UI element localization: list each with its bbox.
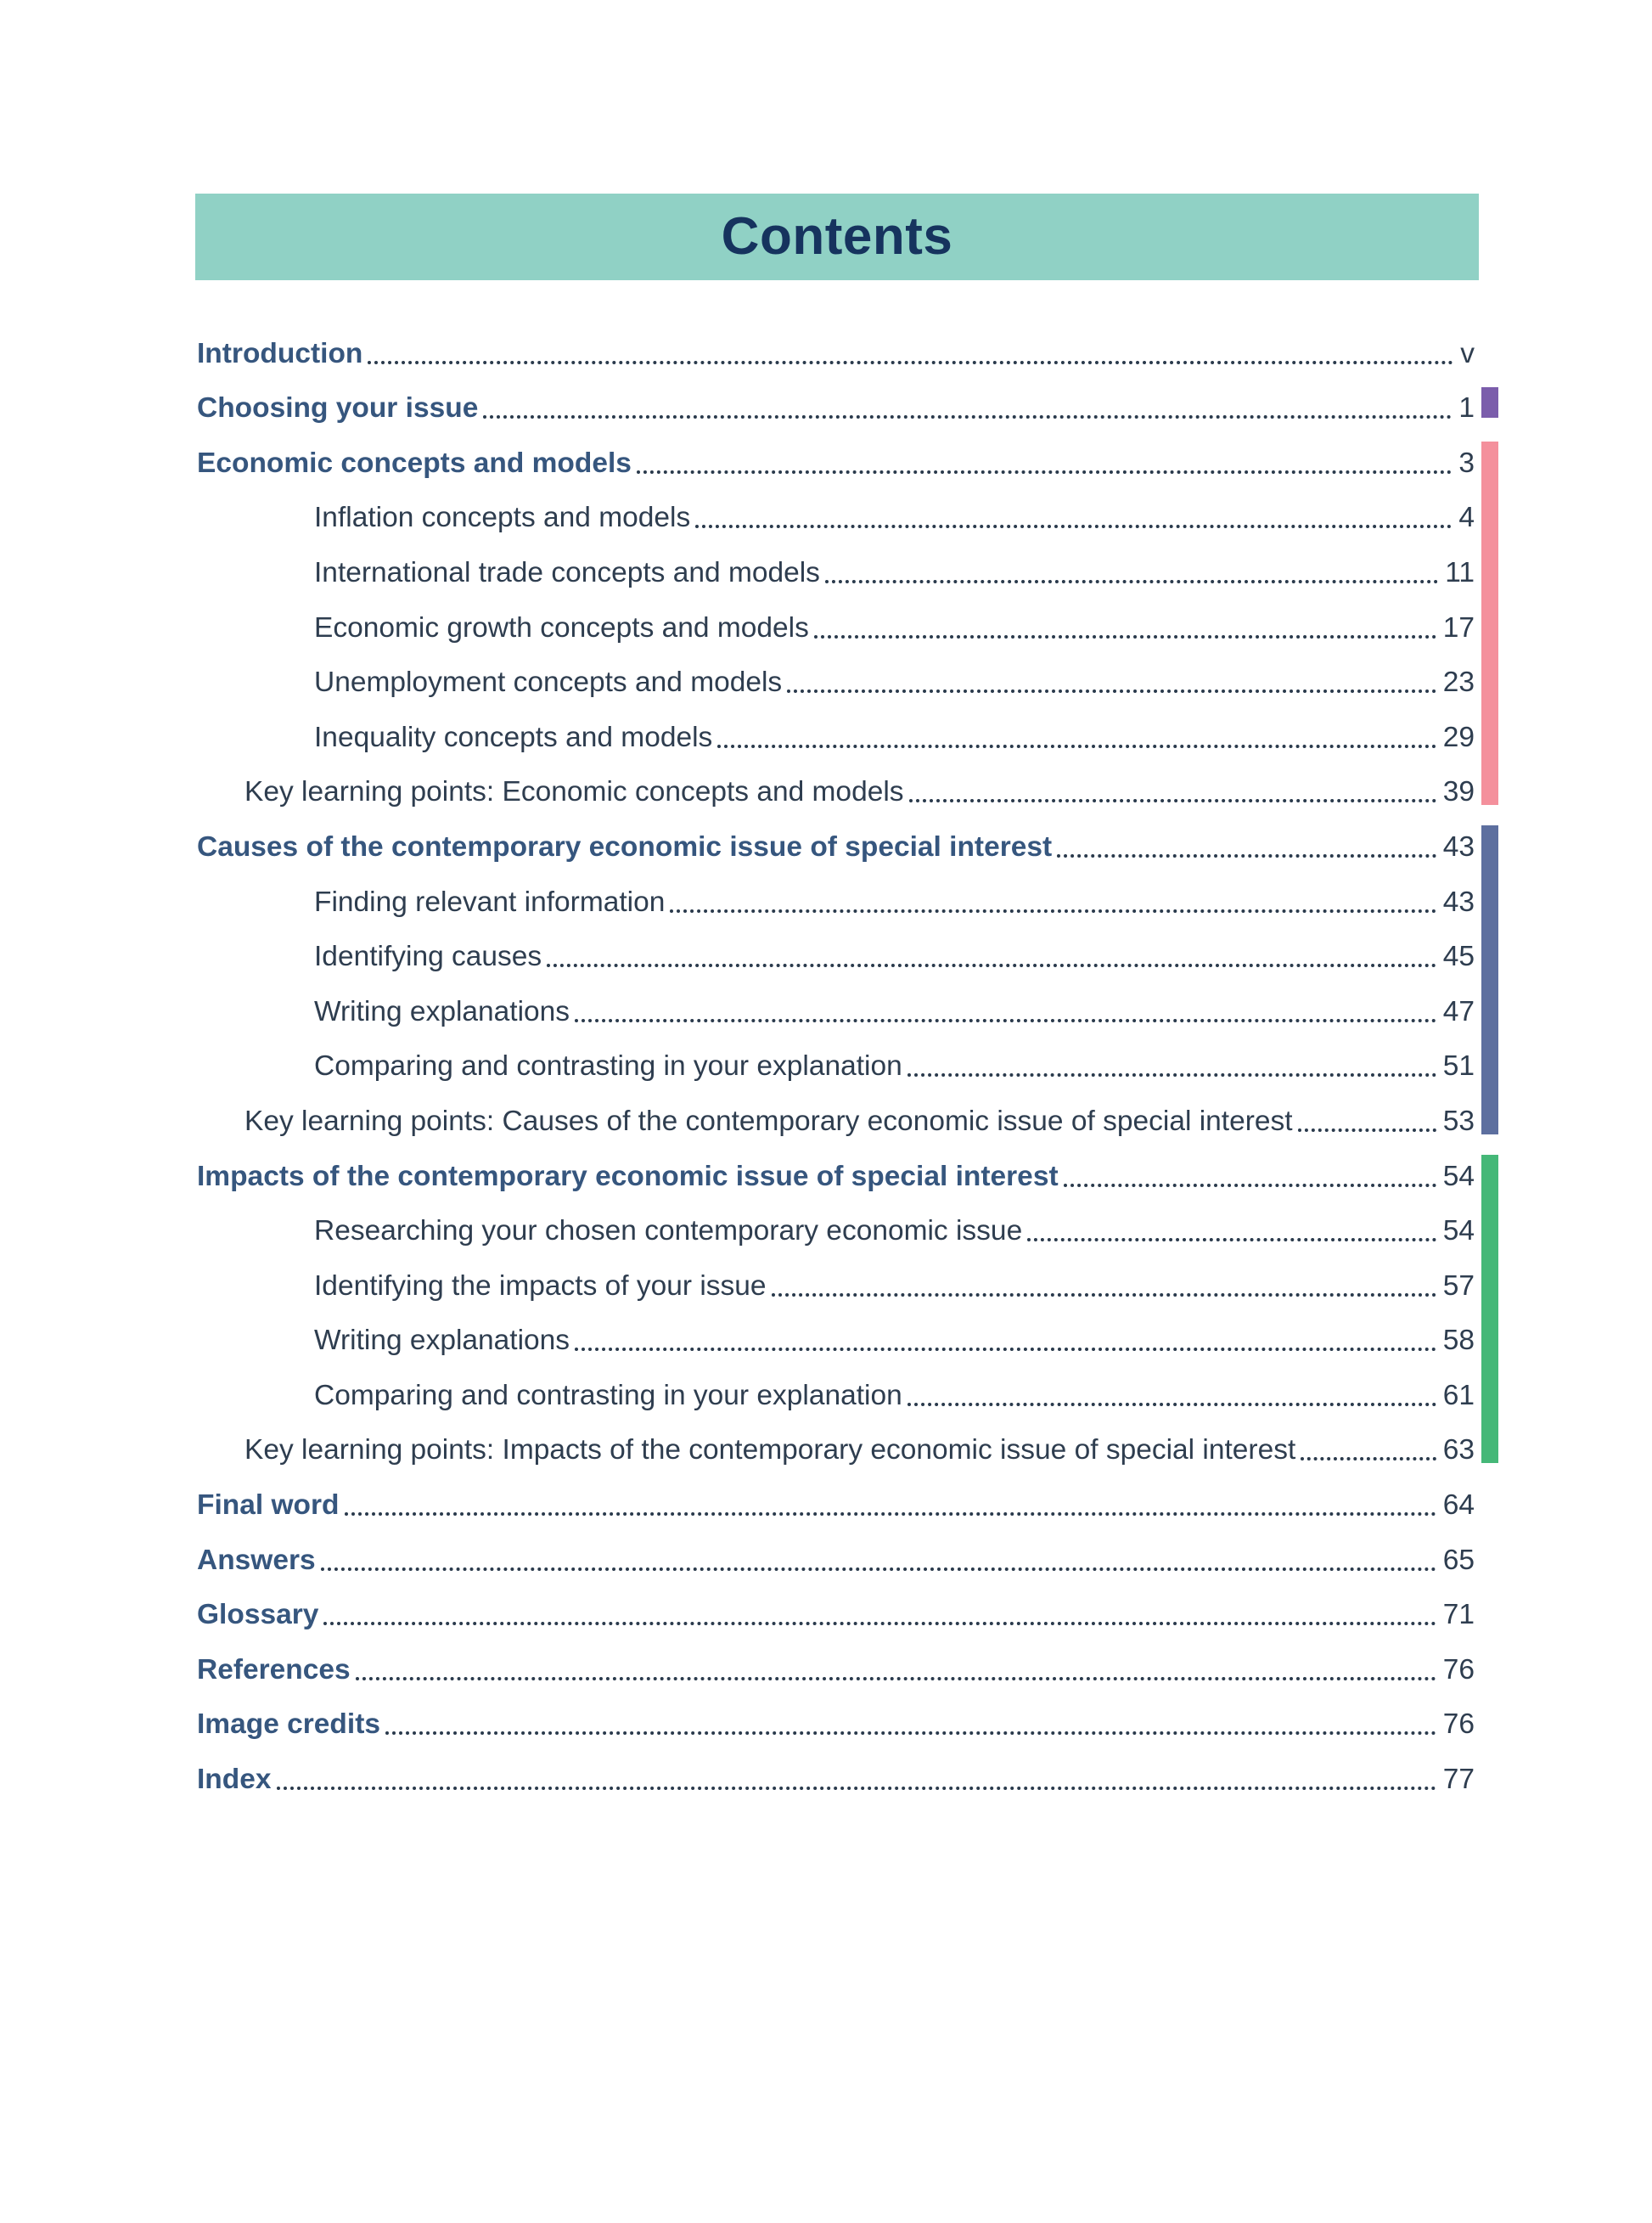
toc-page-number: 71: [1442, 1599, 1475, 1631]
toc-entry-label: References: [197, 1653, 351, 1686]
toc-page-number: 47: [1442, 995, 1475, 1027]
page-title: Contents: [721, 207, 953, 266]
dotted-leader: [772, 1293, 1436, 1297]
toc-entry-label: Causes of the contemporary economic issue of special interest: [197, 830, 1053, 863]
dotted-leader: [368, 361, 1453, 364]
toc-entry-inflation: [197, 490, 1475, 545]
toc-page-number: 1: [1458, 392, 1475, 425]
toc-page-number: 76: [1442, 1653, 1475, 1686]
toc-entry-choosing-your-issue: [197, 380, 1475, 436]
toc-entry-label: Identifying the impacts of your issue: [314, 1269, 767, 1302]
toc-entry-label: Final word: [197, 1489, 340, 1522]
toc-page-number: 3: [1458, 447, 1475, 479]
toc-page-number: 43: [1442, 830, 1475, 863]
toc-entry-label: Unemployment concepts and models: [314, 667, 783, 699]
dotted-leader: [814, 635, 1436, 639]
dotted-leader: [483, 415, 1452, 419]
dotted-leader: [907, 1403, 1436, 1406]
toc-entry-finding-relevant-information: [197, 874, 1475, 929]
toc-entry-inequality: [197, 709, 1475, 764]
toc-entry-identifying-impacts: [197, 1258, 1475, 1313]
dotted-leader: [1298, 1128, 1436, 1132]
toc-page-number: 63: [1442, 1434, 1475, 1466]
toc-section-economic-concepts: [197, 435, 1475, 819]
toc-page-number: 43: [1442, 886, 1475, 918]
toc-entry-key-learning-economic: [197, 764, 1475, 819]
dotted-leader: [637, 470, 1452, 474]
dotted-leader: [1301, 1457, 1436, 1460]
toc-page-number: 17: [1442, 611, 1475, 644]
toc-entry-unemployment: [197, 655, 1475, 710]
dotted-leader: [670, 909, 1436, 913]
toc-entry-researching-issue: [197, 1203, 1475, 1258]
toc-section-impacts: [197, 1148, 1475, 1477]
toc-entry-impacts: [197, 1148, 1475, 1203]
toc-entry-comparing-contrasting-causes: [197, 1038, 1475, 1094]
dotted-leader: [909, 799, 1436, 802]
dotted-leader: [547, 964, 1436, 967]
toc-page-number: 4: [1458, 502, 1475, 534]
dotted-leader: [323, 1622, 1436, 1625]
toc-section-choosing-your-issue: [197, 380, 1475, 436]
toc-entry-label: Inflation concepts and models: [314, 502, 691, 534]
toc-entry-identifying-causes: [197, 929, 1475, 984]
dotted-leader: [907, 1073, 1436, 1077]
toc-entry-key-learning-causes: [197, 1093, 1475, 1148]
toc-entry-glossary: [197, 1587, 1475, 1642]
toc-entry-label: Key learning points: Economic concepts and models: [244, 776, 904, 808]
dotted-leader: [1057, 854, 1436, 858]
toc-entry-label: Economic growth concepts and models: [314, 611, 809, 644]
toc-page-number: 64: [1442, 1489, 1475, 1522]
section-bar-impacts: [1481, 1155, 1498, 1464]
toc-entry-label: Writing explanations: [314, 995, 570, 1027]
toc-entry-label: Identifying causes: [314, 941, 542, 973]
toc-entry-index: [197, 1751, 1475, 1806]
dotted-leader: [575, 1348, 1436, 1351]
dotted-leader: [1064, 1184, 1436, 1187]
toc-entry-label: Comparing and contrasting in your explanation: [314, 1379, 902, 1411]
toc-page-number: 65: [1442, 1544, 1475, 1576]
toc-page-number: 51: [1442, 1050, 1475, 1083]
toc-page-number: 77: [1442, 1764, 1475, 1796]
toc-entry-label: International trade concepts and models: [314, 556, 820, 588]
toc-entry-label: Economic concepts and models: [197, 447, 632, 479]
toc-section-end-matter: [197, 1477, 1475, 1806]
toc-entry-international-trade: [197, 544, 1475, 599]
toc-entry-label: Comparing and contrasting in your explanation: [314, 1050, 902, 1083]
toc-entry-key-learning-impacts: [197, 1422, 1475, 1477]
toc-entry-label: Index: [197, 1764, 272, 1796]
dotted-leader: [695, 525, 1452, 528]
dotted-leader: [356, 1677, 1436, 1680]
toc-entry-label: Answers: [197, 1544, 316, 1576]
toc-entry-answers: [197, 1532, 1475, 1587]
toc-entry-image-credits: [197, 1697, 1475, 1752]
toc-page-number: 23: [1442, 667, 1475, 699]
toc-entry-references: [197, 1641, 1475, 1697]
toc-page-number: 57: [1442, 1269, 1475, 1302]
toc-page-number: 61: [1442, 1379, 1475, 1411]
toc-section-introduction: [197, 325, 1475, 380]
toc-page-number: v: [1460, 337, 1475, 369]
dotted-leader: [385, 1731, 1436, 1735]
toc-entry-writing-explanations-causes: [197, 983, 1475, 1038]
toc-entry-label: Image credits: [197, 1708, 380, 1741]
toc-page-number: 58: [1442, 1325, 1475, 1357]
dotted-leader: [1027, 1238, 1436, 1241]
toc-entry-causes: [197, 819, 1475, 874]
toc-page-number: 45: [1442, 941, 1475, 973]
toc-entry-writing-explanations-impacts: [197, 1313, 1475, 1368]
toc-entry-economic-growth: [197, 599, 1475, 655]
toc-page-number: 29: [1442, 721, 1475, 753]
toc-page-number: 76: [1442, 1708, 1475, 1741]
toc-entry-label: Finding relevant information: [314, 886, 666, 918]
toc-entry-label: Researching your chosen contemporary economic issue: [314, 1215, 1023, 1247]
dotted-leader: [321, 1567, 1436, 1571]
toc-entry-introduction: [197, 325, 1475, 380]
section-bar-causes: [1481, 825, 1498, 1134]
toc-entry-label: Glossary: [197, 1599, 319, 1631]
toc-page-number: 11: [1445, 556, 1475, 588]
toc-entry-label: Impacts of the contemporary economic issue of special interest: [197, 1160, 1059, 1192]
section-bar-economic-concepts: [1481, 442, 1498, 805]
dotted-leader: [345, 1512, 1436, 1516]
toc-entry-comparing-contrasting-impacts: [197, 1367, 1475, 1422]
dotted-leader: [787, 689, 1436, 693]
toc-entry-final-word: [197, 1477, 1475, 1532]
dotted-leader: [825, 580, 1438, 583]
table-of-contents: [197, 325, 1475, 1806]
toc-entry-label: Writing explanations: [314, 1325, 570, 1357]
section-bar-choosing-your-issue: [1481, 387, 1498, 419]
toc-entry-label: Key learning points: Causes of the contemporary economic issue of special interest: [244, 1105, 1293, 1137]
toc-section-causes: [197, 819, 1475, 1148]
toc-entry-economic-concepts: [197, 435, 1475, 490]
toc-entry-label: Key learning points: Impacts of the contemporary economic issue of special interest: [244, 1434, 1296, 1466]
toc-page-number: 53: [1442, 1105, 1475, 1137]
contents-header-banner: [195, 194, 1479, 280]
toc-page-number: 39: [1442, 776, 1475, 808]
toc-entry-label: Choosing your issue: [197, 392, 479, 425]
toc-page-number: 54: [1442, 1160, 1475, 1192]
toc-entry-label: Inequality concepts and models: [314, 721, 713, 753]
dotted-leader: [575, 1019, 1436, 1022]
toc-page-number: 54: [1442, 1215, 1475, 1247]
toc-entry-label: Introduction: [197, 337, 363, 369]
dotted-leader: [717, 745, 1436, 748]
dotted-leader: [277, 1787, 1436, 1790]
